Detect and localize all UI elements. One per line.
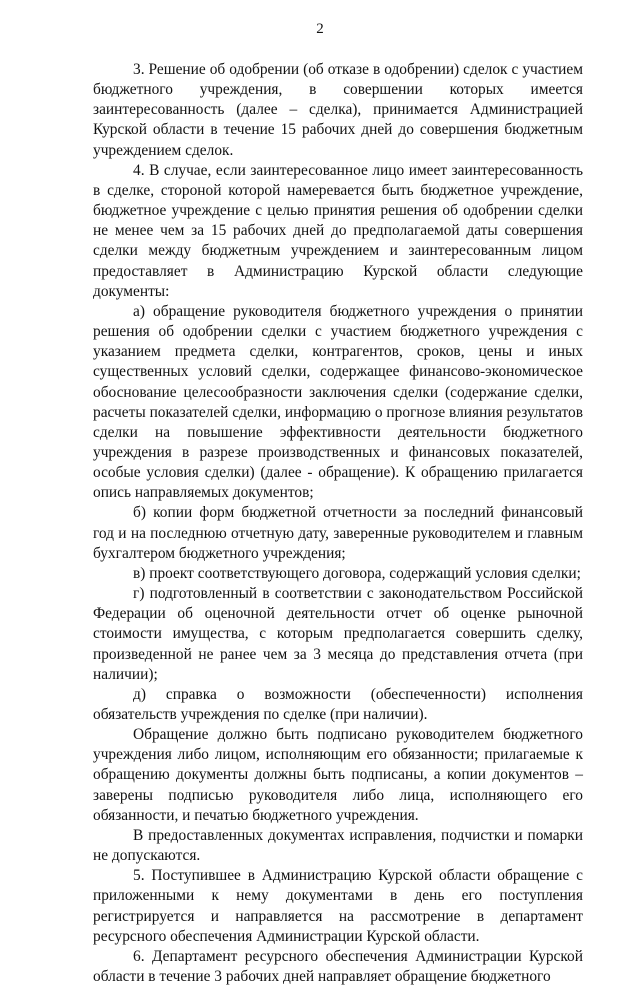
list-item-v-contract-draft: в) проект соответствующего договора, содержащий условия сделки; <box>133 564 581 582</box>
paragraph-4-interested-party: 4. В случае, если заинтересованное лицо имеет заинтересованность в сделке, стороной которой намеревается быть бюджетное учреждение, бюджетное учреждение с целью принятия решения об одобрении сделки не менее чем за 15 рабочих дней до предполагаемой даты совершения сделки между бюджетным учреждением и заинтересованным лицом предоставляет в Администрацию Курской области следующие документы: <box>93 161 583 300</box>
paragraph-3-decision: 3. Решение об одобрении (об отказе в одобрении) сделок с участием бюджетного учреждения, в совершении которых имеется заинтересованность (далее – сделка), принимается Администрацией Курской области в течение 15 рабочих дней до совершения бюджетным учреждением сделок. <box>93 61 583 159</box>
page-number: 2 <box>316 21 324 37</box>
list-item-g-valuation-report: г) подготовленный в соответствии с законодательством Российской Федерации об оценочной деятельности отчет об оценке рыночной стоимости имущества, с которым предполагается совершить сделку, произведенной не ранее чем за 3 месяца до представления отчета (при наличии); <box>93 585 583 683</box>
paragraph-no-corrections: В предоставленных документах исправления, подчистки и помарки не допускаются. <box>93 826 583 865</box>
list-item-a-request: а) обращение руководителя бюджетного учреждения о принятии решения об одобрении сделки с участием бюджетного учреждения с указанием предмета сделки, контрагентов, сроков, цены и иных существенных условий сделки, содержащее финансово-экономическое обоснование целесообразности заключения сделки (содержание сделки, расчеты показателей сделки, информацию о прогнозе влияния результатов сделки на повышение эффективности деятельности бюджетного учреждения в разрезе производственных и финансовых показателей, особые условия сделки) (далее - обращение). К обращению прилагается опись направляемых документов; <box>93 302 583 502</box>
list-item-d-obligations-certificate: д) справка о возможности (обеспеченности) исполнения обязательств учреждения по сделке (при наличии). <box>93 685 583 723</box>
document-body <box>93 60 583 987</box>
paragraph-5-registration: 5. Поступившее в Администрацию Курской области обращение с приложенными к нему документами в день его поступления регистрируется и направляется на рассмотрение в департамент ресурсного обеспечения Администрации Курской области. <box>93 867 583 945</box>
paragraph-signature-requirements: Обращение должно быть подписано руководителем бюджетного учреждения либо лицом, исполняющим его обязанности; прилагаемые к обращению документы должны быть подписаны, а копии документов – заверены подписью руководителя либо лица, исполняющего его обязанности, и печатью бюджетного учреждения. <box>93 726 583 824</box>
paragraph-6-department: 6. Департамент ресурсного обеспечения Администрации Курской области в течение 3 рабочих дней направляет обращение бюджетного <box>93 947 583 986</box>
list-item-b-reporting-copies: б) копии форм бюджетной отчетности за последний финансовый год и на последнюю отчетную дату, заверенные руководителем и главным бухгалтером бюджетного учреждения; <box>93 504 583 562</box>
